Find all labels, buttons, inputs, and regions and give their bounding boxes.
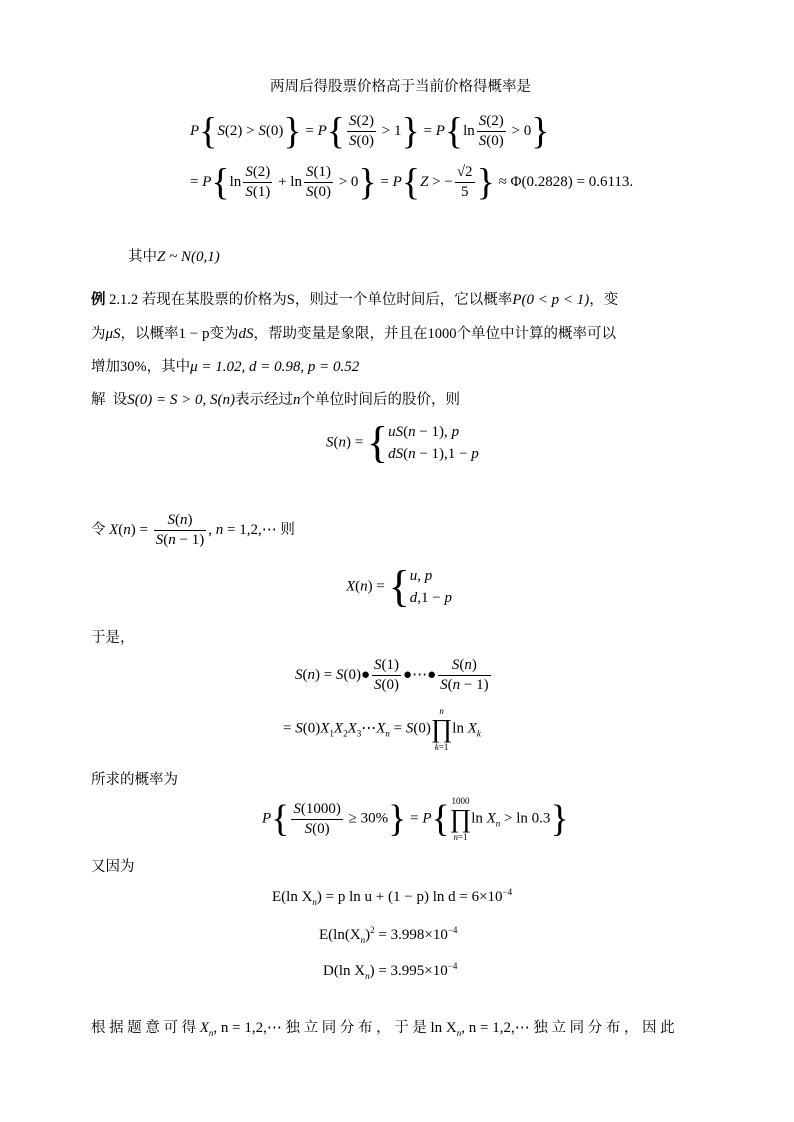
- formula-target-prob: P{ $\frac{S(1000)}{S(0)}$ ≥ 30%} = P{ 1000 ∏ n=1 $\ln X_n > \ln 0.3$}: [262, 796, 569, 842]
- solution-label: 解: [91, 392, 106, 408]
- text-youyinwei: 又因为: [91, 859, 135, 875]
- example-line-3: 增加30%，其中μ = 1.02, d = 0.98, p = 0.52: [91, 359, 360, 375]
- text-suoqiu: 所求的概率为: [91, 772, 178, 788]
- example-line-2: 为μS，以概率1 − p变为dS，帮助变量是象限，并且在1000个单位中计算的概率可以: [91, 326, 616, 342]
- where-expression: Z ~ N(0,1): [157, 249, 220, 265]
- text-yushi: 于是，: [91, 630, 135, 646]
- formula-result: ≈ Φ(0.2828) = 0.6113.: [498, 173, 634, 190]
- text-where: 其中Z ~ N(0,1): [128, 249, 220, 265]
- example-line-1: 例 2.1.2 若现在某股票的价格为S，则过一个单位时间后，它以概率P(0 < p < 1)，变: [91, 292, 619, 308]
- example-number: 2.1.2: [109, 292, 139, 308]
- last-line: 根 据 题 意 可 得 $X_n$, n = 1,2,⋯ 独 立 同 分 布 ， 于 是 $\ln X_n$, n = 1,2,⋯ 独 立 同 分 布 ， 因 此: [91, 1020, 675, 1038]
- example-label: 例: [91, 292, 106, 308]
- formula-variance: D(ln $X_n) = 3.995\times 10^{-4}$: [323, 961, 458, 981]
- formula-sn-product-2: = $S(0)X_1X_2X_3\cdots X_n = S(0)$ n ∏ k=1 $\ln X_k$: [283, 706, 481, 752]
- formula-expectation-2: $E(\ln(X_n)^2 = 3.998\times 10^{-4}$: [319, 925, 458, 945]
- formula-sn-cases: S(n) = { uS(n − 1), p dS(n − 1),1 − p: [326, 418, 479, 467]
- formula-sn-product: S(n) = S(0)● $\frac{S(1)}{S(0)}$ ●⋯● $\frac{S(n)}{S(n - 1)}$: [295, 657, 489, 693]
- let-line: 令 X(n) = $\frac{S(n)}{S(n - 1)}$ , n = 1,2,⋯ 则: [91, 512, 295, 548]
- formula-expectation-1: E(ln $X_n) = p$ ln u + (1 − p) $\ln d = 6\times 10^{-4}$: [272, 887, 513, 907]
- text-line-two-weeks: 两周后得股票价格高于当前价格得概率是: [270, 79, 531, 95]
- solution-line: 解 设S(0) = S > 0, S(n)表示经过n个单位时间后的股价，则: [91, 392, 460, 408]
- formula-xn-cases: X(n) = { u, p d,1 − p: [346, 562, 452, 611]
- formula-prob-line2: = P{ln $\frac{S(2)}{S(1)}$ + ln $\frac{S(1)}{S(0)}$ > 0} = P{Z > − $\frac{√2}{5}$ } ≈ Φ(0.2828) = 0.6113.: [190, 161, 634, 204]
- formula-prob-line1: P{S(2) > S(0)} = P{ $\frac{S(2)}{S(0)}$ > 1} = P{ln $\frac{S(2)}{S(0)}$ > 0}: [190, 110, 550, 153]
